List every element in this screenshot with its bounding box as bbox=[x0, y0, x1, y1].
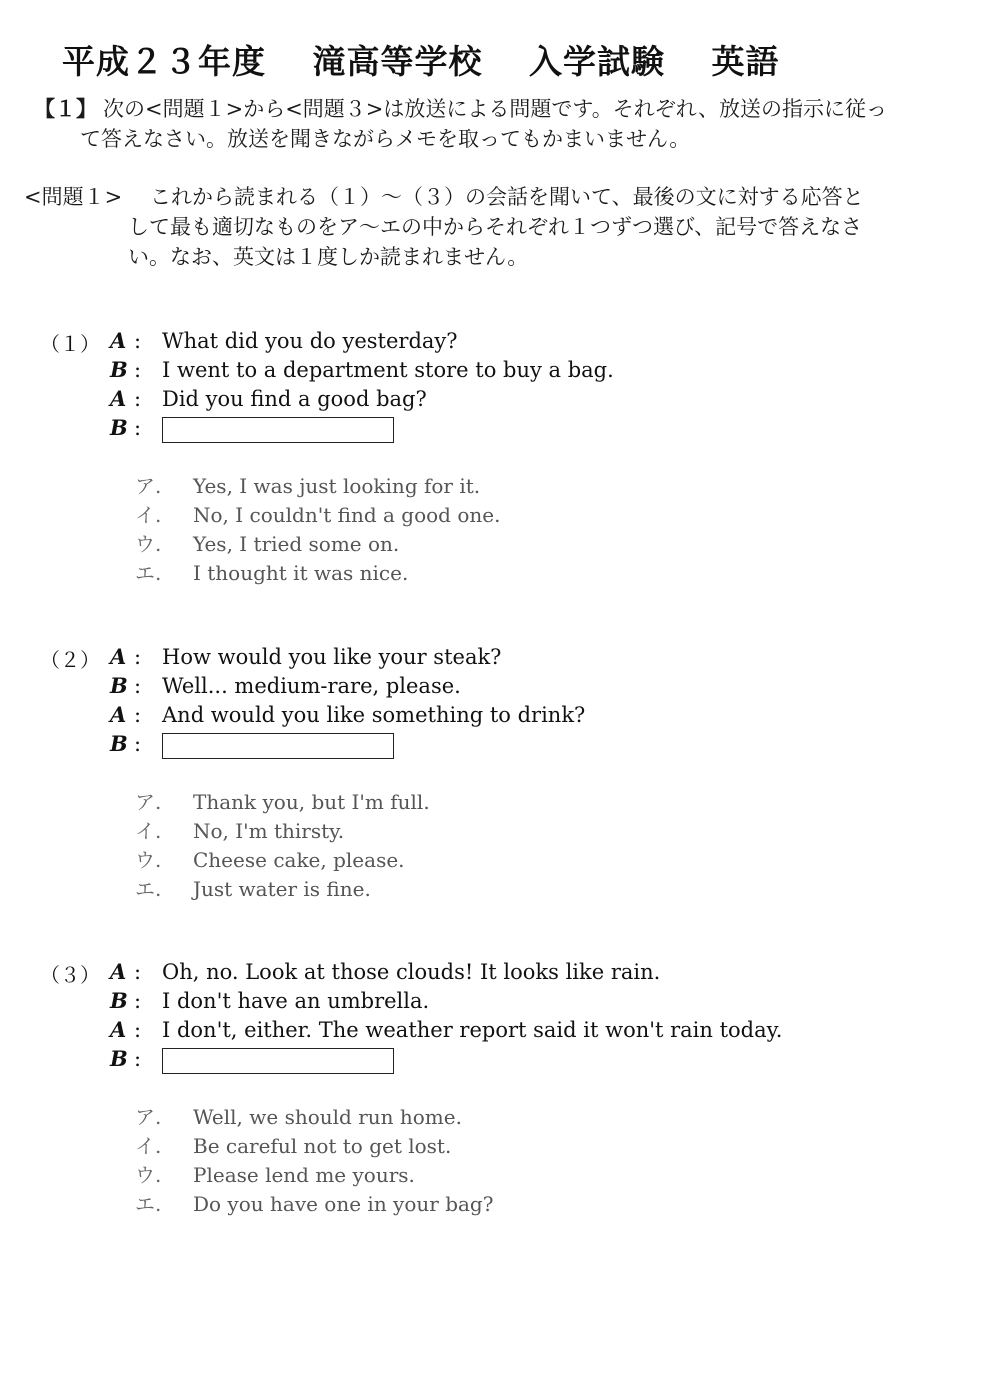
choice-e[interactable] bbox=[135, 1188, 493, 1217]
problem-label: <問題１> bbox=[24, 185, 123, 209]
utterance: How would you like your steak? bbox=[162, 645, 502, 669]
choice-text: Just water is fine. bbox=[193, 877, 371, 901]
speaker-label: B bbox=[110, 1046, 128, 1071]
choice-text: No, I'm thirsty. bbox=[193, 819, 345, 843]
speaker-label: B bbox=[110, 988, 128, 1013]
choice-mark: エ. bbox=[135, 877, 162, 901]
answer-box[interactable] bbox=[162, 1048, 394, 1074]
answer-box[interactable] bbox=[162, 417, 394, 443]
choice-text: Thank you, but I'm full. bbox=[193, 790, 430, 814]
dialogue-line: B : bbox=[110, 415, 394, 443]
choice-mark: エ. bbox=[135, 1192, 162, 1216]
utterance: What did you do yesterday? bbox=[162, 329, 458, 353]
choice-mark: ウ. bbox=[135, 848, 162, 872]
speaker-label: B bbox=[110, 357, 128, 382]
dialogue-line: B : I don't have an umbrella. bbox=[110, 988, 430, 1013]
instruction-line: これから読まれる（１）～（３）の会話を聞いて、最後の文に対する応答と bbox=[150, 185, 864, 209]
dialogue-line: A : How would you like your steak? bbox=[110, 644, 502, 669]
speaker-label: A bbox=[110, 959, 127, 984]
choice-i[interactable] bbox=[135, 1130, 493, 1159]
choice-u[interactable] bbox=[135, 1159, 493, 1188]
choice-mark: ア. bbox=[135, 790, 162, 814]
speaker-label: A bbox=[110, 328, 127, 353]
dialogue-line: B : bbox=[110, 1046, 394, 1074]
utterance: I don't have an umbrella. bbox=[162, 989, 430, 1013]
choice-a[interactable] bbox=[135, 786, 430, 815]
speaker-label: A bbox=[110, 386, 127, 411]
instruction-line: 次の<問題１>から<問題３>は放送による問題です。それぞれ、放送の指示に従っ bbox=[103, 97, 887, 121]
choice-e[interactable] bbox=[135, 873, 430, 902]
speaker-label: A bbox=[110, 644, 127, 669]
choice-list bbox=[135, 1101, 493, 1217]
instruction-line: い。なお、英文は１度しか読まれません。 bbox=[128, 245, 529, 269]
speaker-label: B bbox=[110, 415, 128, 440]
utterance: Did you find a good bag? bbox=[162, 387, 427, 411]
utterance: I went to a department store to buy a bag. bbox=[162, 358, 614, 382]
choice-u[interactable] bbox=[135, 528, 500, 557]
choice-text: Yes, I tried some on. bbox=[193, 532, 400, 556]
choice-mark: イ. bbox=[135, 819, 162, 843]
instruction-line: して最も適切なものをア～エの中からそれぞれ１つずつ選び、記号で答えなさ bbox=[128, 215, 863, 239]
utterance: Well... medium-rare, please. bbox=[162, 674, 461, 698]
choice-text: Do you have one in your bag? bbox=[193, 1192, 494, 1216]
choice-u[interactable] bbox=[135, 844, 430, 873]
choice-text: Yes, I was just looking for it. bbox=[193, 474, 481, 498]
choice-i[interactable] bbox=[135, 815, 430, 844]
choice-mark: イ. bbox=[135, 503, 162, 527]
section-1-instructions bbox=[34, 94, 984, 154]
choice-list bbox=[135, 786, 430, 902]
page-title: 平成２３年度 滝高等学校 入学試験 英語 bbox=[62, 42, 780, 81]
dialogue-line: A : Did you find a good bag? bbox=[110, 386, 427, 411]
dialogue-line: A : What did you do yesterday? bbox=[110, 328, 458, 353]
utterance: And would you like something to drink? bbox=[162, 703, 586, 727]
choice-text: Cheese cake, please. bbox=[193, 848, 405, 872]
section-number: 【１】 bbox=[34, 96, 97, 121]
choice-text: Be careful not to get lost. bbox=[193, 1134, 452, 1158]
choice-list bbox=[135, 470, 500, 586]
dialogue-line: A : And would you like something to drink? bbox=[110, 702, 586, 727]
choice-text: No, I couldn't find a good one. bbox=[193, 503, 501, 527]
choice-mark: エ. bbox=[135, 561, 162, 585]
choice-a[interactable] bbox=[135, 470, 500, 499]
choice-text: Please lend me yours. bbox=[193, 1163, 415, 1187]
problem-1-instructions bbox=[24, 182, 984, 272]
speaker-label: B bbox=[110, 731, 128, 756]
utterance: I don't, either. The weather report said it won't rain today. bbox=[162, 1018, 783, 1042]
dialogue-line: B : bbox=[110, 731, 394, 759]
choice-mark: ア. bbox=[135, 474, 162, 498]
choice-mark: イ. bbox=[135, 1134, 162, 1158]
choice-mark: ウ. bbox=[135, 532, 162, 556]
choice-e[interactable] bbox=[135, 557, 500, 586]
answer-box[interactable] bbox=[162, 733, 394, 759]
choice-text: Well, we should run home. bbox=[193, 1105, 462, 1129]
dialogue-line: A : Oh, no. Look at those clouds! It looks like rain. bbox=[110, 959, 661, 984]
question-number: （２） bbox=[40, 648, 100, 672]
instruction-line: て答えなさい。放送を聞きながらメモを取ってもかまいません。 bbox=[80, 127, 691, 151]
choice-i[interactable] bbox=[135, 499, 500, 528]
question-number: （１） bbox=[40, 332, 100, 356]
dialogue-line: B : I went to a department store to buy a bag. bbox=[110, 357, 614, 382]
utterance: Oh, no. Look at those clouds! It looks like rain. bbox=[162, 960, 661, 984]
choice-mark: ア. bbox=[135, 1105, 162, 1129]
speaker-label: A bbox=[110, 1017, 127, 1042]
choice-mark: ウ. bbox=[135, 1163, 162, 1187]
dialogue-line: A : I don't, either. The weather report said it won't rain today. bbox=[110, 1017, 783, 1042]
speaker-label: B bbox=[110, 673, 128, 698]
dialogue-line: B : Well... medium-rare, please. bbox=[110, 673, 461, 698]
choice-a[interactable] bbox=[135, 1101, 493, 1130]
question-number: （３） bbox=[40, 963, 100, 987]
speaker-label: A bbox=[110, 702, 127, 727]
choice-text: I thought it was nice. bbox=[193, 561, 409, 585]
